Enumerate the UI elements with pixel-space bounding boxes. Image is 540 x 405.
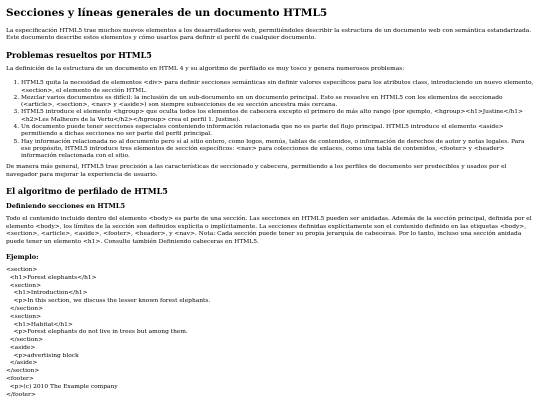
example-heading: Ejemplo: <box>6 252 39 261</box>
code-example: <section> <h1>Forest elephants</h1> <section> <h1>Introduction</h1> <p>In this section, we discuss the lesser known forest elephants. </section> <section> <h1>Habitat</h1> <p>Forest elephants do not live in trees but among them. </section> <aside> <p>advertising block </aside> </section> <footer> <p>(c) 2010 The Example company </footer> <box>6 266 211 398</box>
intro-paragraph: La especificación HTML5 trae muchos nuevos elementos a los desarrolladores web, permitiéndoles describir la estructura de un documento web con semántica estandarizada. Este documento describe estos elementos y cómo usarlos para definir el perfil de cualquier documento. <box>6 28 532 42</box>
closing-paragraph: De manera más general, HTML5 trae precisión a las características de seccionado y cabecera, permitiendo a los perfiles de documento ser predecibles y usados por el navegador para mejorar la experiencia de usuario. <box>6 164 507 178</box>
list-item: 2. Mezclar varios documentos es difícil: la inclusión de un sub-documento en un documento principal. Esto se resuelve en HTML5 con los elementos de seccionado (<article>, <section>, <nav> y <aside>) son siempre subsecciones de su sección ancestra más cercana. <box>21 95 534 110</box>
subheading-defining-sections: Definiendo secciones en HTML5 <box>6 202 126 211</box>
section-heading-problems: Problemas resueltos por HTML5 <box>6 49 152 60</box>
algorithm-paragraph: Todo el contenido incluido dentro del elemento <body> es parte de una sección. Las secciones en HTML5 pueden ser anidadas. Además de la sección principal, definida por el elemento <body>, los límites de la sección son definidos explícita o implícitamente. La secciones definidas explícitamente son el contenido definido en las etiquetas <body>, <section>, <article>, <aside>, <footer>, <header>, y <nav>. Nota: Cada sección puede tener su propia jerarquía de cabeceras. Por lo tanto, incluso una sección anidada puede tener un elemento <h1>. Consulte también Definiendo cabeceras en HTML5. <box>6 216 532 245</box>
section-heading-algorithm: El algoritmo de perfilado de HTML5 <box>6 186 168 197</box>
problems-list <box>6 80 534 160</box>
problems-paragraph: La definición de la estructura de un documento en HTML 4 y su algoritmo de perfilado es muy tosco y genera numerosos problemas: <box>6 65 405 72</box>
list-item: 1. HTML5 quita la necesidad de elementos <div> para definir secciones semánticas sin definir valores específicos para los atributos class, introduciendo un nuevo elemento, <section>, el elemento de sección HTML. <box>21 80 534 95</box>
list-item: 4. Un documento puede tener secciones especiales conteniendo información relacionada que no es parte del flujo principal. HTML5 introduce el elemento <aside> permitiendo a dichas secciones no ser parte del perfil principal. <box>21 124 534 139</box>
list-item: 3. HTML5 introduce el elemento <hgroup> que oculta todos los elementos de cabecera excepto el primero de más alto rango (por ejemplo, <hgroup><h1>Justine</h1><h2>Les Malheurs de la Vertu</h2></hgroup> crea el perfil 1. Justine). <box>21 109 534 124</box>
page-title: Secciones y líneas generales de un documento HTML5 <box>6 7 328 19</box>
list-item: 5. Hay información relacionada no al documento pero sí al sitio entero, como logos, menús, tablas de contenidos, o información de derechos de autor y notas legales. Para ese propósito, HTML5 introduce tres elementos de sección específicos: <nav> para colecciones de enlaces, como una tabla de contenidos, <footer> y <header> información relacionada con el sitio. <box>21 139 534 161</box>
